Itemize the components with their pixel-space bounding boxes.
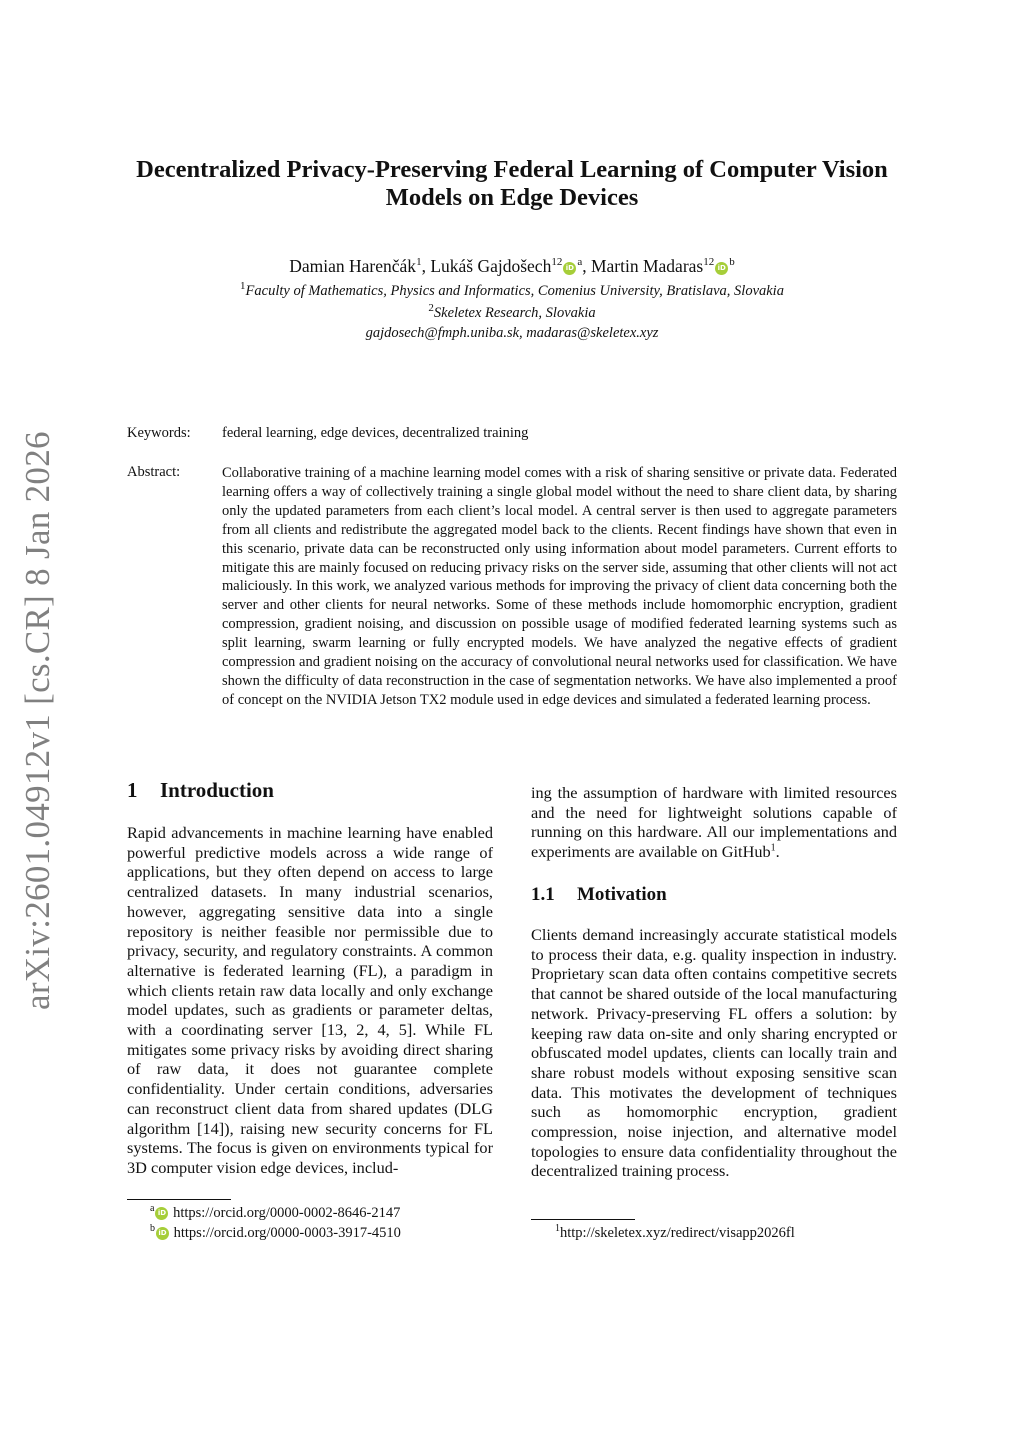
arxiv-stamp: arXiv:2601.04912v1 [cs.CR] 8 Jan 2026	[18, 431, 57, 1010]
footnote-mark: a	[150, 1203, 155, 1215]
section-heading	[127, 778, 274, 803]
orcid-icon[interactable]: iD	[156, 1227, 169, 1240]
affiliation-number: 1	[240, 280, 246, 293]
affiliation-2	[100, 302, 924, 322]
orcid-icon[interactable]: iD	[563, 262, 576, 275]
keywords-label: Keywords:	[127, 425, 191, 441]
orcid-icon[interactable]: iD	[155, 1207, 168, 1220]
subsection-title: Motivation	[577, 884, 667, 905]
author-line: Damian Harenčák$^1$, Lukáš Gajdošech$^{12}$ iD $^a$, Martin Madaras$^{12}$ iD $^b$	[289, 256, 735, 276]
footnote-rule-right	[531, 1219, 635, 1220]
orcid-link[interactable]: https://orcid.org/0000-0003-3917-4510	[173, 1225, 401, 1241]
intro-paragraph-left: Rapid advancements in machine learning have enabled powerful predictive models across a wide range of applications, but they often depend on access to large centralized datasets. In many industrial scenarios, however, aggregating sensitive data into a single repository is neither feasible nor permissible due to privacy, security, and regulatory constraints. A common alternative is federated learning (FL), a paradigm in which clients retain raw data locally and only exchange model updates, such as gradients or parameter deltas, with a coordinating server [13, 2, 4, 5]. While FL mitigates some privacy risks by avoiding direct sharing of raw data, it does not guarantee complete confidentiality. Under certain conditions, adversaries can reconstruct client data from shared updates (DLG algorithm [14]), raising new security concerns for FL systems. The focus is given on environments typical for 3D computer vision edge devices, includ-	[127, 823, 493, 1177]
footnote-orcid-b	[150, 1225, 401, 1242]
orcid-link[interactable]: https://orcid.org/0000-0002-8646-2147	[173, 1205, 401, 1221]
affiliation-text: Skeletex Research, Slovakia	[433, 305, 596, 321]
orcid-footnote-mark: b	[729, 256, 735, 269]
orcid-icon[interactable]: iD	[715, 262, 728, 275]
intro-text: ing the assumption of hardware with limited resources and the need for lightweight solutions capable of running on this hardware. All our implementations and experiments are available on GitHub	[531, 783, 897, 862]
footnote-rule-left	[127, 1199, 231, 1200]
affiliation-number: 2	[428, 302, 434, 315]
intro-text-end: .	[775, 842, 780, 862]
author-name: Damian Harenčák	[289, 256, 417, 276]
footnote-orcid-a	[150, 1205, 400, 1222]
footnote-1	[555, 1225, 795, 1242]
author-affil-sup: 12	[551, 256, 563, 269]
author-name: Martin Madaras	[590, 256, 704, 276]
footnote-mark: 1	[555, 1223, 560, 1235]
author-emails[interactable]: gajdosech@fmph.uniba.sk, madaras@skeletex.xyz	[365, 325, 659, 341]
author-affil-sup: 1	[416, 256, 422, 269]
author-name: Lukáš Gajdošech	[430, 256, 552, 276]
affiliation-1	[100, 280, 924, 300]
subsection-number: 1.1	[531, 884, 555, 905]
paper-title: Decentralized Privacy-Preserving Federal Learning of Computer Vision Models on Edge Devices	[136, 156, 888, 211]
subsection-heading	[531, 884, 667, 906]
abstract-text: Collaborative training of a machine learning model comes with a risk of sharing sensitive or private data. Federated learning offers a way of collectively training a single global model without the need to share client data, by sharing only the updated parameters from each client’s local model. A central server is then used to aggregate parameters from all clients and redistribute the aggregated model back to the clients. Recent findings have shown that even in this scenario, private data can be reconstructed only using information about model parameters. Current efforts to mitigate this are mainly focused on reducing privacy risks on the server side, assuming that other clients will not act maliciously. In this work, we analyzed various methods for improving the privacy of client data concerning both the server and other clients for neural networks. Some of these methods include homomorphic encryption, gradient compression, gradient noising, and discussion on possible usage of modified federated learning systems such as split learning, swarm learning or fully encrypted models. We have analyzed the negative effects of gradient compression and gradient noising on the accuracy of convolutional neural networks used for classification. We have shown the difficulty of data reconstruction in the case of segmentation networks. We have also implemented a proof of concept on the NVIDIA Jetson TX2 module used in edge devices and simulated a federated learning process.	[222, 465, 897, 708]
footnote-mark: b	[150, 1223, 155, 1235]
keywords-text: federal learning, edge devices, decentralized training	[222, 425, 529, 441]
author-affil-sup: 12	[703, 256, 715, 269]
affiliation-text: Faculty of Mathematics, Physics and Informatics, Comenius University, Bratislava, Slovakia	[245, 283, 784, 299]
abstract-label: Abstract:	[127, 464, 181, 480]
orcid-footnote-mark: a	[577, 256, 583, 269]
section-title: Introduction	[160, 778, 274, 802]
motivation-paragraph: Clients demand increasingly accurate statistical models to process their data, e.g. quality inspection in industry. Proprietary scan data often contains competitive secrets that cannot be shared outside of the local manufacturing network. Privacy-preserving FL offers a solution: by keeping raw data on-site and only sharing encrypted or obfuscated model updates, clients can locally train and share robust models without exposing sensitive scan data. This motivates the development of techniques such as homomorphic encryption, gradient compression, noise injection, and alternative model topologies to ensure data confidentiality throughout the decentralized training process.	[531, 925, 897, 1181]
footnote-link[interactable]: http://skeletex.xyz/redirect/visapp2026fl	[560, 1225, 795, 1241]
intro-paragraph-right	[531, 783, 897, 862]
footnote-ref[interactable]: 1	[770, 842, 776, 854]
section-number: 1	[127, 778, 138, 802]
